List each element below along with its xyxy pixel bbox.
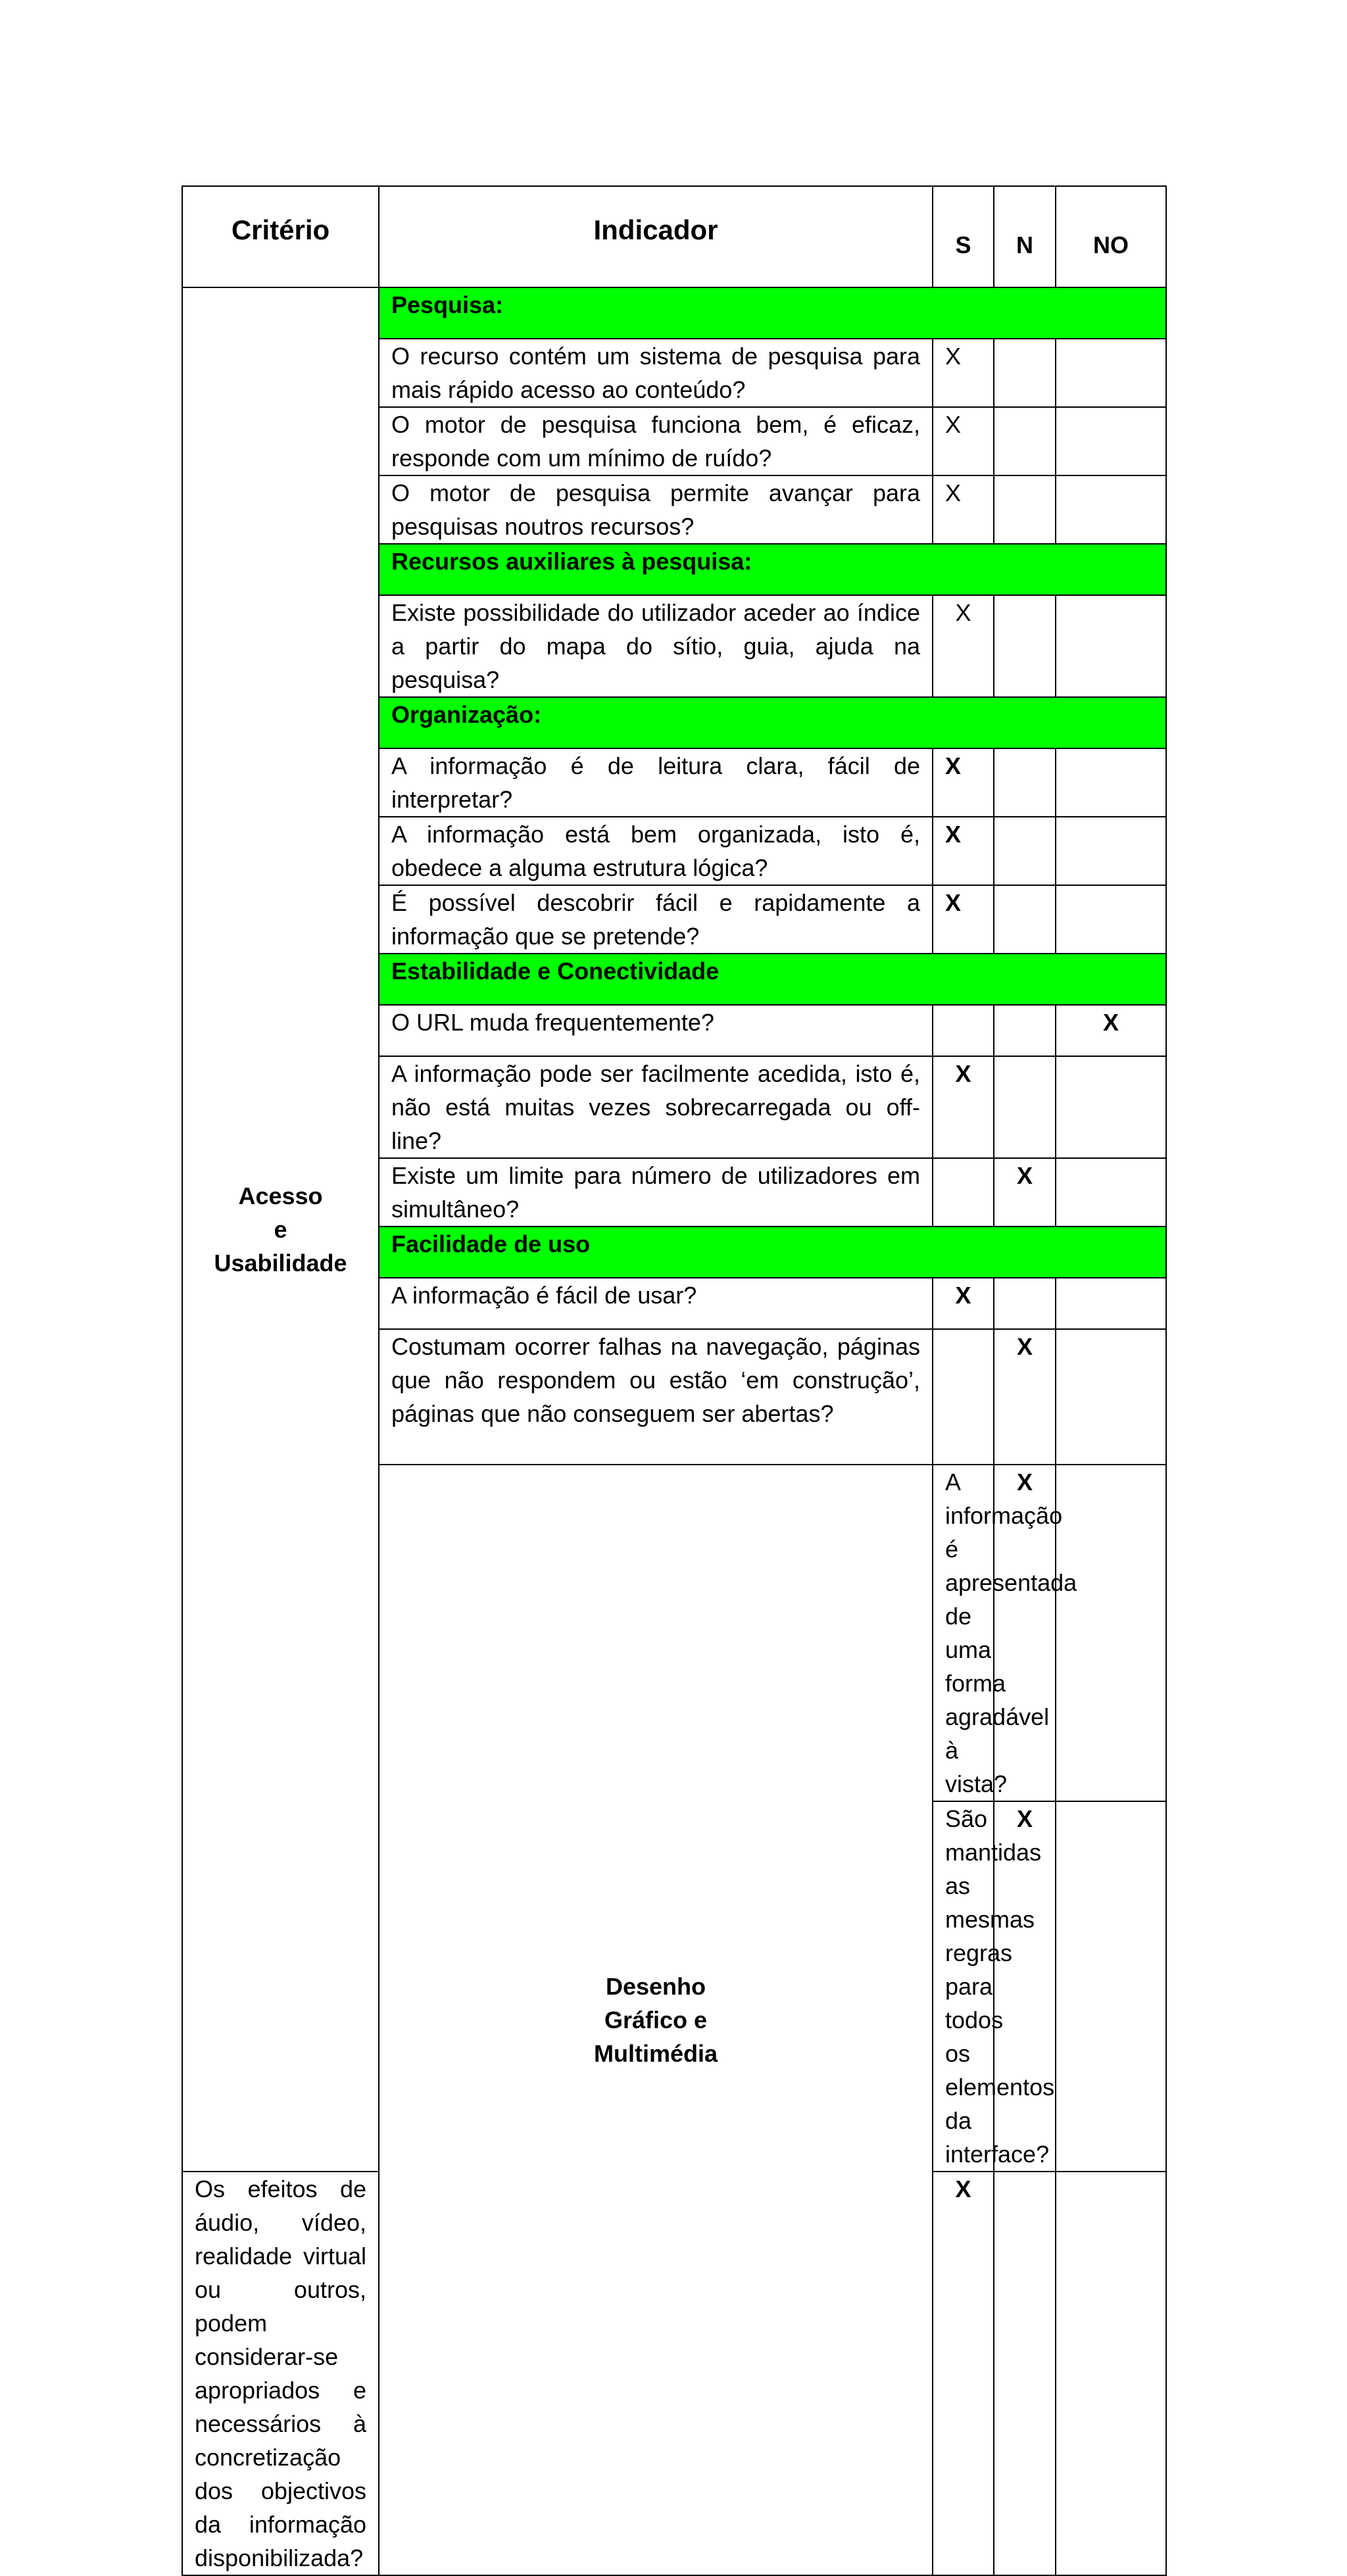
mark-no: X [1056, 1005, 1166, 1056]
mark-n [994, 748, 1056, 817]
mark-s: X [933, 1278, 994, 1329]
mark-no [1056, 1278, 1166, 1329]
section-organizacao: Organização: [379, 697, 1166, 748]
mark-n [1056, 1465, 1166, 1801]
mark-no [1056, 595, 1166, 697]
mark-no [1056, 1056, 1166, 1158]
indicator-text: Existe possibilidade do utilizador aceder ao índice a partir do mapa do sítio, guia, ajuda na pesquisa? [379, 595, 933, 697]
mark-s: X [933, 595, 994, 697]
evaluation-table [182, 185, 1167, 2576]
indicator-text: Os efeitos de áudio, vídeo, realidade virtual ou outros, podem considerar-se apropriados e necessários à concretização dos objectivos da informação disponibilizada? [182, 2172, 379, 2575]
mark-n: X [994, 1158, 1056, 1227]
section-estabilidade: Estabilidade e Conectividade [379, 954, 1166, 1005]
header-no: NO [1056, 186, 1166, 287]
criterion-line: Desenho [605, 1973, 706, 2000]
mark-no [1056, 407, 1166, 475]
mark-no [1056, 885, 1166, 954]
mark-n [994, 475, 1056, 544]
indicator-text: O recurso contém um sistema de pesquisa para mais rápido acesso ao conteúdo? [379, 339, 933, 407]
mark-n [994, 407, 1056, 475]
mark-s [933, 1005, 994, 1056]
mark-n [994, 885, 1056, 954]
mark-n [994, 339, 1056, 407]
indicator-text: A informação é fácil de usar? [379, 1278, 933, 1329]
criterion-line: e [274, 1216, 287, 1243]
indicator-text: É possível descobrir fácil e rapidamente a informação que se pretende? [379, 885, 933, 954]
table-header-row [182, 186, 1166, 287]
indicator-text: A informação é apresentada de uma forma agradável à vista? [933, 1465, 994, 1801]
mark-s: X [933, 2172, 994, 2575]
mark-s: X [933, 885, 994, 954]
mark-s: X [933, 817, 994, 885]
mark-no [1056, 2172, 1166, 2575]
mark-s: X [994, 1801, 1056, 2172]
criterion-line: Gráfico e [604, 2006, 708, 2033]
section-pesquisa: Pesquisa: [379, 287, 1166, 339]
mark-no [1056, 748, 1166, 817]
mark-n [1056, 1801, 1166, 2172]
mark-n: X [994, 1329, 1056, 1465]
mark-n [994, 595, 1056, 697]
criterion-line: Usabilidade [214, 1250, 347, 1276]
mark-no [1056, 475, 1166, 544]
indicator-text: O URL muda frequentemente? [379, 1005, 933, 1056]
mark-no [1056, 339, 1166, 407]
mark-s: X [994, 1465, 1056, 1801]
mark-s [933, 1329, 994, 1465]
mark-n [994, 1278, 1056, 1329]
indicator-text: O motor de pesquisa permite avançar para pesquisas noutros recursos? [379, 475, 933, 544]
header-criterio: Critério [182, 186, 379, 287]
mark-n [994, 1005, 1056, 1056]
section-row [182, 287, 1166, 339]
indicator-text: A informação pode ser facilmente acedida, isto é, não está muitas vezes sobrecarregada ou off-line? [379, 1056, 933, 1158]
criterion-acesso-usabilidade [182, 287, 379, 2172]
mark-n [994, 1056, 1056, 1158]
section-facilidade: Facilidade de uso [379, 1227, 1166, 1278]
header-indicador: Indicador [379, 186, 933, 287]
indicator-text: São mantidas as mesmas regras para todos os elementos da interface? [933, 1801, 994, 2172]
header-s: S [933, 186, 994, 287]
criterion-desenho-grafico [379, 1465, 933, 2575]
mark-s [933, 1158, 994, 1227]
header-n: N [994, 186, 1056, 287]
indicator-text: O motor de pesquisa funciona bem, é eficaz, responde com um mínimo de ruído? [379, 407, 933, 475]
mark-no [1056, 817, 1166, 885]
mark-s: X [933, 475, 994, 544]
mark-n [994, 817, 1056, 885]
mark-no [1056, 1158, 1166, 1227]
criterion-line: Acesso [238, 1182, 323, 1209]
indicator-text: A informação está bem organizada, isto é, obedece a alguma estrutura lógica? [379, 817, 933, 885]
section-recursos-auxiliares: Recursos auxiliares à pesquisa: [379, 544, 1166, 595]
mark-no [1056, 1329, 1166, 1465]
mark-s: X [933, 1056, 994, 1158]
indicator-text: A informação é de leitura clara, fácil de interpretar? [379, 748, 933, 817]
mark-n [994, 2172, 1056, 2575]
indicator-text: Costumam ocorrer falhas na navegação, páginas que não respondem ou estão ‘em construção’, páginas que não conseguem ser abertas? [379, 1329, 933, 1465]
mark-s: X [933, 407, 994, 475]
mark-s: X [933, 339, 994, 407]
indicator-text: Existe um limite para número de utilizadores em simultâneo? [379, 1158, 933, 1227]
criterion-line: Multimédia [593, 2040, 718, 2067]
mark-s: X [933, 748, 994, 817]
